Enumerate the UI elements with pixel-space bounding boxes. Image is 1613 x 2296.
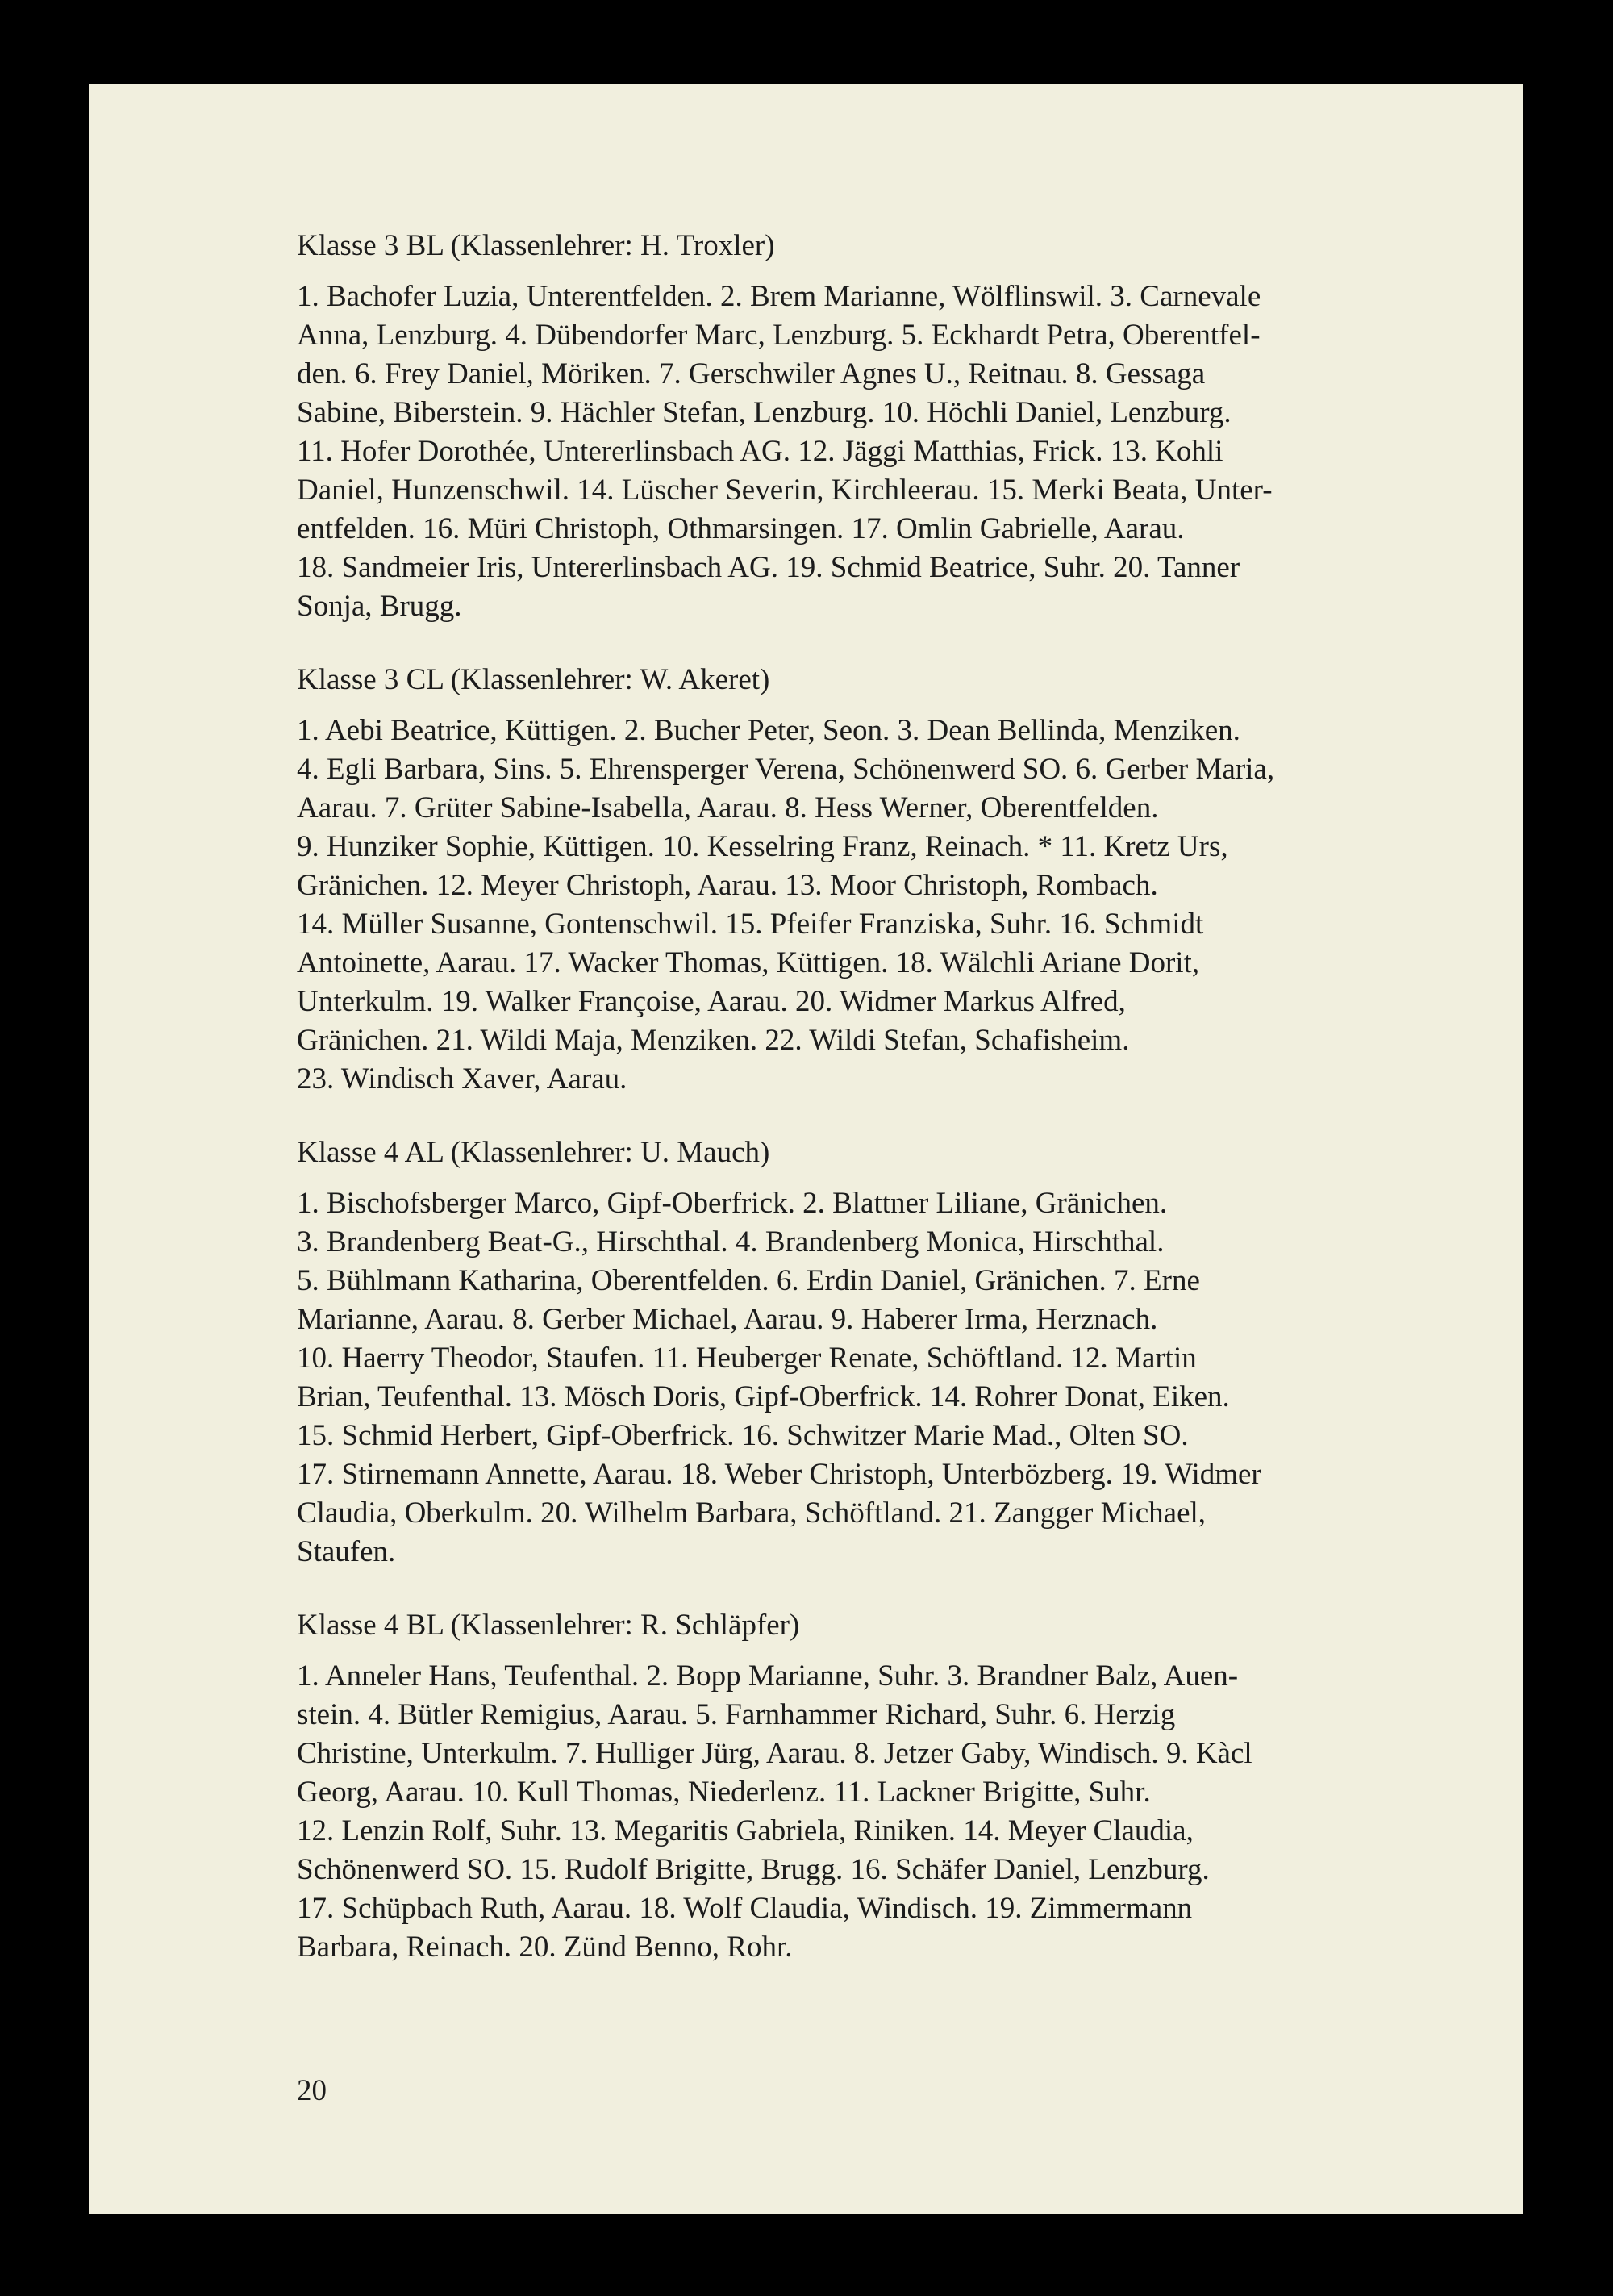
student-list: [297, 278, 1555, 626]
text-line: Brian, Teufenthal. 13. Mösch Doris, Gipf-Oberfrick. 14. Rohrer Donat, Eiken.: [297, 1380, 1230, 1413]
text-line: Marianne, Aarau. 8. Gerber Michael, Aarau. 9. Haberer Irma, Herznach.: [297, 1303, 1158, 1336]
text-line: Unterkulm. 19. Walker Françoise, Aarau. 20. Widmer Markus Alfred,: [297, 985, 1126, 1018]
text-line: Schönenwerd SO. 15. Rudolf Brigitte, Brugg. 16. Schäfer Daniel, Lenzburg.: [297, 1853, 1210, 1886]
section-klasse-3cl: [297, 660, 1555, 1099]
text-line: 15. Schmid Herbert, Gipf-Oberfrick. 16. Schwitzer Marie Mad., Olten SO.: [297, 1419, 1189, 1452]
text-line: 18. Sandmeier Iris, Untererlinsbach AG. 19. Schmid Beatrice, Suhr. 20. Tanner: [297, 551, 1240, 584]
text-line: 9. Hunziker Sophie, Küttigen. 10. Kesselring Franz, Reinach. * 11. Kretz Urs,: [297, 830, 1228, 863]
text-line: Barbara, Reinach. 20. Zünd Benno, Rohr.: [297, 1931, 793, 1964]
text-line: stein. 4. Bütler Remigius, Aarau. 5. Farnhammer Richard, Suhr. 6. Herzig: [297, 1698, 1176, 1731]
text-line: entfelden. 16. Müri Christoph, Othmarsingen. 17. Omlin Gabrielle, Aarau.: [297, 512, 1185, 545]
section-klasse-4bl: [297, 1605, 1555, 1967]
text-line: Christine, Unterkulm. 7. Hulliger Jürg, Aarau. 8. Jetzer Gaby, Windisch. 9. Kàcl: [297, 1737, 1252, 1770]
text-line: 14. Müller Susanne, Gontenschwil. 15. Pfeifer Franziska, Suhr. 16. Schmidt: [297, 908, 1204, 941]
text-line: 12. Lenzin Rolf, Suhr. 13. Megaritis Gabriela, Riniken. 14. Meyer Claudia,: [297, 1814, 1194, 1847]
document-page: [89, 84, 1523, 2214]
text-line: 23. Windisch Xaver, Aarau.: [297, 1062, 627, 1096]
section-heading: Klasse 3 BL (Klassenlehrer: H. Troxler): [297, 229, 775, 262]
text-line: Daniel, Hunzenschwil. 14. Lüscher Severin, Kirchleerau. 15. Merki Beata, Unter-: [297, 474, 1273, 507]
text-line: den. 6. Frey Daniel, Möriken. 7. Gerschwiler Agnes U., Reitnau. 8. Gessaga: [297, 357, 1206, 390]
text-line: Gränichen. 12. Meyer Christoph, Aarau. 13. Moor Christoph, Rombach.: [297, 869, 1158, 902]
text-line: 17. Schüpbach Ruth, Aarau. 18. Wolf Claudia, Windisch. 19. Zimmermann: [297, 1892, 1193, 1925]
student-list: [297, 1657, 1555, 1967]
class-lists: [297, 226, 1555, 2001]
student-list: [297, 712, 1555, 1099]
text-line: Anna, Lenzburg. 4. Dübendorfer Marc, Lenzburg. 5. Eckhardt Petra, Oberentfel-: [297, 319, 1261, 352]
page-number: 20: [297, 2074, 327, 2107]
section-klasse-3bl: [297, 226, 1555, 626]
text-line: 5. Bühlmann Katharina, Oberentfelden. 6. Erdin Daniel, Gränichen. 7. Erne: [297, 1264, 1200, 1297]
text-line: Claudia, Oberkulm. 20. Wilhelm Barbara, Schöftland. 21. Zangger Michael,: [297, 1497, 1207, 1530]
section-heading: Klasse 3 CL (Klassenlehrer: W. Akeret): [297, 663, 770, 696]
text-line: Gränichen. 21. Wildi Maja, Menziken. 22. Wildi Stefan, Schafisheim.: [297, 1024, 1130, 1057]
text-line: Sabine, Biberstein. 9. Hächler Stefan, Lenzburg. 10. Höchli Daniel, Lenzburg.: [297, 396, 1232, 429]
text-line: Georg, Aarau. 10. Kull Thomas, Niederlenz. 11. Lackner Brigitte, Suhr.: [297, 1776, 1151, 1809]
text-line: 3. Brandenberg Beat-G., Hirschthal. 4. Brandenberg Monica, Hirschthal.: [297, 1225, 1165, 1259]
text-line: 1. Anneler Hans, Teufenthal. 2. Bopp Marianne, Suhr. 3. Brandner Balz, Auen-: [297, 1659, 1239, 1693]
text-line: 1. Bischofsberger Marco, Gipf-Oberfrick. 2. Blattner Liliane, Gränichen.: [297, 1187, 1168, 1220]
section-klasse-4al: [297, 1133, 1555, 1572]
text-line: Antoinette, Aarau. 17. Wacker Thomas, Küttigen. 18. Wälchli Ariane Dorit,: [297, 946, 1200, 979]
text-line: 1. Bachofer Luzia, Unterentfelden. 2. Brem Marianne, Wölflinswil. 3. Carnevale: [297, 280, 1261, 313]
text-line: 17. Stirnemann Annette, Aarau. 18. Weber Christoph, Unterbözberg. 19. Widmer: [297, 1458, 1261, 1491]
section-heading: Klasse 4 BL (Klassenlehrer: R. Schläpfer): [297, 1609, 800, 1642]
text-line: 1. Aebi Beatrice, Küttigen. 2. Bucher Peter, Seon. 3. Dean Bellinda, Menziken.: [297, 714, 1240, 747]
text-line: Staufen.: [297, 1535, 396, 1568]
text-line: Sonja, Brugg.: [297, 590, 462, 623]
text-line: 11. Hofer Dorothée, Untererlinsbach AG. 12. Jäggi Matthias, Frick. 13. Kohli: [297, 435, 1223, 468]
text-line: 4. Egli Barbara, Sins. 5. Ehrensperger Verena, Schönenwerd SO. 6. Gerber Maria,: [297, 753, 1275, 786]
text-line: Aarau. 7. Grüter Sabine-Isabella, Aarau. 8. Hess Werner, Oberentfelden.: [297, 791, 1159, 824]
student-list: [297, 1184, 1555, 1572]
section-heading: Klasse 4 AL (Klassenlehrer: U. Mauch): [297, 1136, 770, 1169]
text-line: 10. Haerry Theodor, Staufen. 11. Heuberger Renate, Schöftland. 12. Martin: [297, 1342, 1197, 1375]
